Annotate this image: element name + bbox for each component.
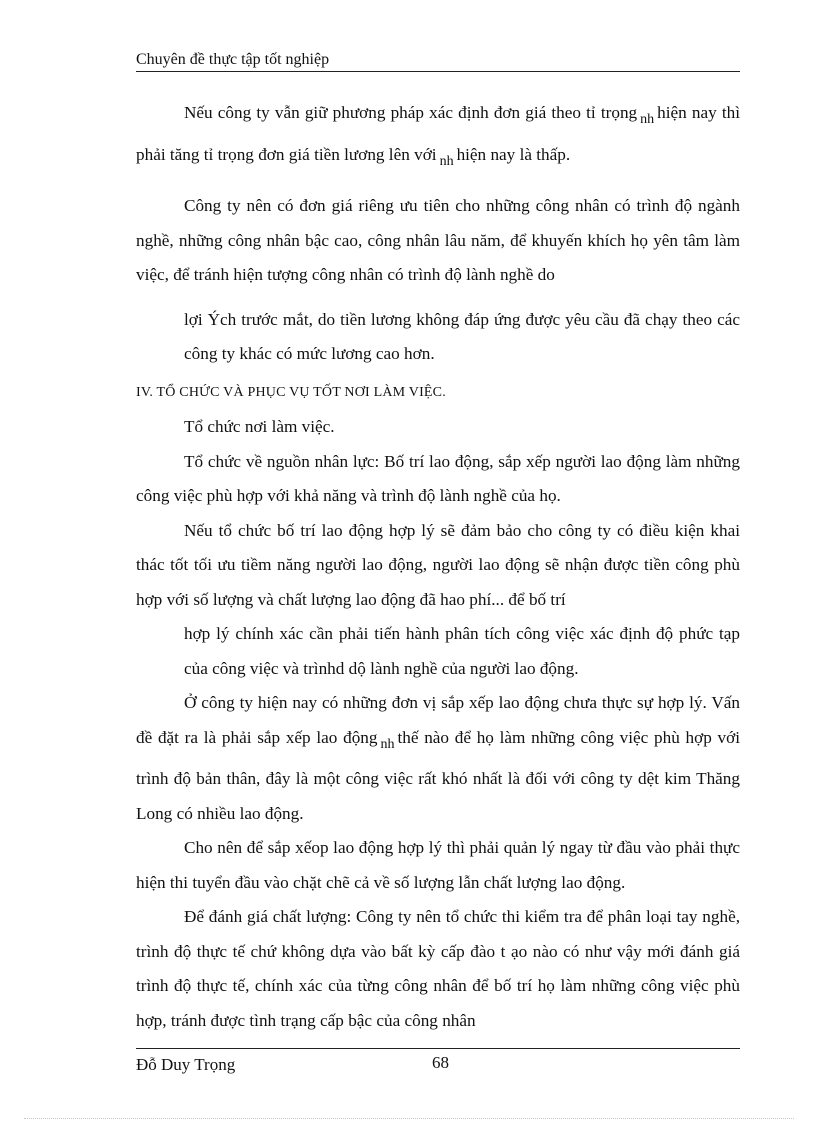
header-title: Chuyên đề thực tập tốt nghiệp [136, 51, 330, 68]
paragraph-8-text-a: Ở công ty hiện nay có những đơn vị sắp xếp lao động chưa thực sự hợp lý. Vấn đề đặt ra là phải sắp xếp lao động [136, 693, 740, 747]
page-edge-dotted-line [24, 1118, 794, 1119]
paragraph-1 [136, 96, 740, 179]
section-heading: IV. TỔ CHỨC VÀ PHỤC VỤ TỐT NƠI LÀM VIỆC. [136, 384, 446, 400]
paragraph-6: Nếu tổ chức bố trí lao động hợp lý sẽ đảm bảo cho công ty có điều kiện khai thác tốt tối ưu tiềm năng người lao động, người lao động sẽ nhận được tiền công phù hợp với số lượng và chất lượng lao động đã hao phí... để bố trí [136, 520, 740, 609]
paragraph-1-text-c: hiện nay là thấp. [456, 144, 571, 164]
paragraph-5: Tổ chức về nguồn nhân lực: Bố trí lao động, sắp xếp người lao động làm những công việc phù hợp với khả năng và trình độ lành nghề của họ. [136, 451, 740, 505]
paragraph-1-subscript-2: nh [439, 153, 454, 169]
paragraph-4: Tổ chức nơi làm việc. [184, 417, 335, 436]
paragraph-7: hợp lý chính xác cần phải tiến hành phân tích công việc xác định độ phức tạp của công việc và trìnhd dộ lành nghề của người lao động. [184, 624, 740, 678]
paragraph-10: Để đánh giá chất lượng: Công ty nên tổ chức thi kiểm tra để phân loại tay nghề, trình độ thực tế chứ không dựa vào bất kỳ cấp đào t ạo nào có như vậy mới đánh giá trình độ thực tế, chính xác của từng công nhân để bố trí họ làm những công việc phù hợp, tránh được tình trạng cấp bậc của công nhân [136, 907, 740, 1030]
page-number: 68 [432, 1053, 449, 1072]
document-body [136, 96, 740, 1038]
footer-author: Đỗ Duy Trọng [136, 1055, 236, 1074]
page-header [136, 50, 740, 70]
header-divider [136, 71, 740, 72]
footer-divider [136, 1048, 740, 1049]
paragraph-1-text-b: hiện nay thì phải tăng tỉ trọng đơn giá tiền lương lên với [136, 103, 740, 164]
paragraph-8-subscript: nh [380, 736, 395, 752]
paragraph-1-subscript-1: nh [640, 112, 655, 127]
paragraph-1-text-a: Nếu công ty vẫn giữ phương pháp xác định đơn giá theo tỉ trọng [184, 103, 638, 122]
paragraph-8-text-b: thế nào để họ làm những công việc phù hợp với trình độ bản thân, đây là một công việc rất khó nhất là đối với công ty dệt kim Thăng Long có nhiều lao động. [136, 727, 740, 823]
paragraph-8 [136, 686, 740, 831]
paragraph-3: lợi Ých trước mắt, do tiền lương không đáp ứng được yêu cầu đã chạy theo các công ty khác có mức lương cao hơn. [184, 309, 740, 363]
paragraph-9: Cho nên để sắp xếop lao động hợp lý thì phải quản lý ngay từ đầu vào phải thực hiện thi tuyển đầu vào chặt chẽ cả về số lượng lẫn chất lượng lao động. [136, 838, 740, 892]
paragraph-2: Công ty nên có đơn giá riêng ưu tiên cho những công nhân có trình độ ngành nghề, những công nhân bậc cao, công nhân lâu năm, để khuyến khích họ yên tâm làm việc, để tránh hiện tượng công nhân có trình độ lành nghề do [136, 196, 740, 284]
